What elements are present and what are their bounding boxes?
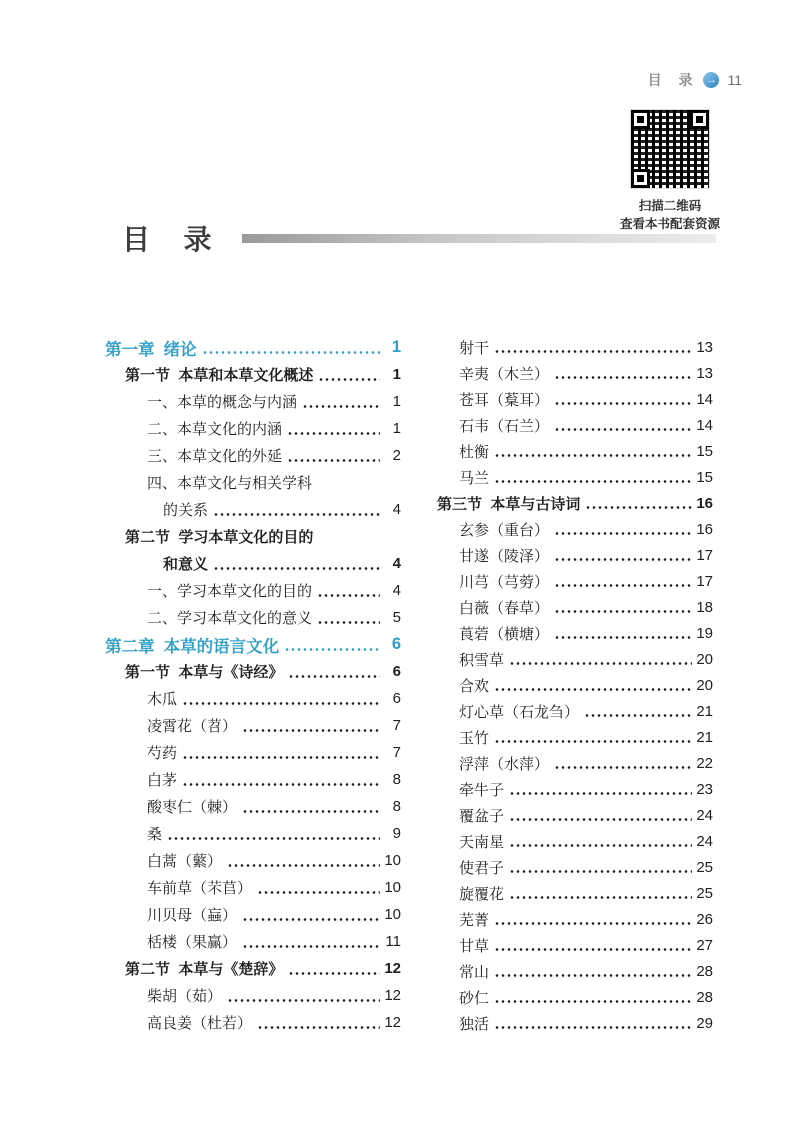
toc-leader-dots xyxy=(242,729,380,732)
toc-leader-dots xyxy=(284,648,380,651)
toc-entry-page: 13 xyxy=(696,338,713,356)
toc-entry-label: 高良姜（杜若） xyxy=(147,1015,253,1032)
toc-entry-label: 独活 xyxy=(459,1015,490,1033)
toc-entry-label: 的关系 xyxy=(163,502,209,519)
toc-entry xyxy=(417,334,713,360)
toc-entry-label: 车前草（芣苢） xyxy=(147,880,253,897)
toc-entry-label: 四、本草文化与相关学科 xyxy=(147,475,313,492)
toc-entry-label: 天南星 xyxy=(459,833,505,851)
toc-leader-dots xyxy=(227,864,380,867)
toc-entry xyxy=(417,802,713,828)
toc-entry-page: 7 xyxy=(392,717,401,734)
toc-entry-page: 4 xyxy=(392,501,401,518)
toc-entry xyxy=(417,568,713,594)
toc-leader-dots xyxy=(494,740,692,743)
toc-leader-dots xyxy=(509,896,692,899)
toc-entry-label: 川贝母（蝱） xyxy=(147,907,238,924)
toc-entry-page: 10 xyxy=(384,879,401,896)
toc-entry-label: 第一章 绪论 xyxy=(105,340,197,359)
toc-entry xyxy=(417,880,713,906)
toc-entry xyxy=(105,739,401,766)
toc-entry-label: 一、学习本草文化的目的 xyxy=(147,583,313,600)
toc-leader-dots xyxy=(554,376,692,379)
toc-entry-label: 白薇（春草） xyxy=(459,599,550,617)
toc-leader-dots xyxy=(509,844,692,847)
toc-entry-label: 甘遂（陵泽） xyxy=(459,547,550,565)
toc-entry xyxy=(417,646,713,672)
toc-leader-dots xyxy=(509,792,692,795)
toc-leader-dots xyxy=(494,454,692,457)
toc-entry xyxy=(105,901,401,928)
toc-entry-page: 21 xyxy=(696,728,713,746)
toc-leader-dots xyxy=(554,558,692,561)
toc-entry-page: 1 xyxy=(392,366,401,383)
toc-leader-dots xyxy=(494,688,692,691)
toc-entry xyxy=(105,847,401,874)
toc-entry-page: 15 xyxy=(696,468,713,486)
toc-entry-label: 浮萍（水萍） xyxy=(459,755,550,773)
toc-leader-dots xyxy=(287,432,380,435)
toc-entry-page: 24 xyxy=(696,832,713,850)
toc-leader-dots xyxy=(585,506,692,509)
toc-entry xyxy=(417,854,713,880)
toc-entry-label: 白蒿（蘩） xyxy=(147,853,223,870)
toc-entry xyxy=(105,820,401,847)
page-title: 目 录 xyxy=(122,224,218,255)
toc-entry-page: 14 xyxy=(696,416,713,434)
toc-entry-page: 1 xyxy=(391,338,401,356)
toc-entry-label: 石韦（石兰） xyxy=(459,417,550,435)
toc-entry-page: 12 xyxy=(384,1014,401,1031)
toc-leader-dots xyxy=(494,1000,692,1003)
toc-entry-page: 28 xyxy=(696,988,713,1006)
toc-entry xyxy=(417,672,713,698)
toc-entry-label: 桑 xyxy=(147,826,163,843)
toc-entry-label: 凌霄花（苕） xyxy=(147,718,238,735)
toc-entry-label: 玄参（重台） xyxy=(459,521,550,539)
toc-leader-dots xyxy=(317,594,380,597)
toc-entry-label: 合欢 xyxy=(459,677,490,695)
toc-entry-label: 三、本草文化的外延 xyxy=(147,448,283,465)
toc-entry xyxy=(105,712,401,739)
toc-entry xyxy=(105,685,401,712)
toc-entry xyxy=(417,828,713,854)
toc-entry-page: 1 xyxy=(392,393,401,410)
toc-entry-page: 15 xyxy=(696,442,713,460)
toc-entry-page: 8 xyxy=(392,771,401,788)
toc-entry-page: 12 xyxy=(384,987,401,1004)
toc-entry xyxy=(105,388,401,415)
toc-entry xyxy=(417,750,713,776)
toc-entry-label: 常山 xyxy=(459,963,490,981)
toc-leader-dots xyxy=(182,783,380,786)
toc-entry-page: 13 xyxy=(696,364,713,382)
toc-entry xyxy=(105,874,401,901)
toc-entry xyxy=(417,958,713,984)
toc-leader-dots xyxy=(227,999,380,1002)
toc-entry xyxy=(417,698,713,724)
toc-entry-label: 栝楼（果赢） xyxy=(147,934,238,951)
toc-entry-page: 22 xyxy=(696,754,713,772)
toc-leader-dots xyxy=(317,621,380,624)
toc-leader-dots xyxy=(242,918,380,921)
toc-entry-label: 莨菪（横塘） xyxy=(459,625,550,643)
toc-entry-label: 第二章 本草的语言文化 xyxy=(105,637,280,656)
toc-entry-page: 10 xyxy=(384,852,401,869)
toc-entry xyxy=(105,334,401,361)
toc-entry-page: 1 xyxy=(392,420,401,437)
toc-entry-label: 砂仁 xyxy=(459,989,490,1007)
toc-entry-label: 灯心草（石龙刍） xyxy=(459,703,580,721)
toc-entry xyxy=(105,550,401,577)
toc-leader-dots xyxy=(182,702,380,705)
toc-entry-page: 10 xyxy=(384,906,401,923)
toc-entry-page: 23 xyxy=(696,780,713,798)
toc-entry xyxy=(105,442,401,469)
toc-leader-dots xyxy=(554,428,692,431)
toc-entry-page: 4 xyxy=(392,555,401,572)
toc-leader-dots xyxy=(302,405,380,408)
toc-entry xyxy=(417,984,713,1010)
toc-leader-dots xyxy=(242,810,380,813)
toc-entry-label: 二、学习本草文化的意义 xyxy=(147,610,313,627)
toc-leader-dots xyxy=(584,714,692,717)
running-header xyxy=(600,70,742,90)
toc-entry xyxy=(105,631,401,658)
toc-entry-page: 29 xyxy=(696,1014,713,1032)
toc-entry xyxy=(417,932,713,958)
toc-leader-dots xyxy=(509,662,692,665)
toc-entry xyxy=(417,386,713,412)
toc-leader-dots xyxy=(494,922,692,925)
toc-entry xyxy=(105,361,401,388)
running-header-title: 目 录 xyxy=(647,72,696,88)
toc-entry-page: 9 xyxy=(392,825,401,842)
toc-entry-page: 25 xyxy=(696,884,713,902)
qr-finder-icon xyxy=(690,110,709,129)
qr-caption-line2: 查看本书配套资源 xyxy=(619,217,720,231)
toc-entry-label: 第一节 本草与《诗经》 xyxy=(125,664,284,681)
toc-entry xyxy=(417,412,713,438)
toc-entry-label: 使君子 xyxy=(459,859,505,877)
toc-column-right xyxy=(417,334,713,1036)
toc-entry xyxy=(417,594,713,620)
toc-entry-label: 马兰 xyxy=(459,469,490,487)
toc-entry-label: 苍耳（葈耳） xyxy=(459,391,550,409)
toc-entry-page: 24 xyxy=(696,806,713,824)
qr-block xyxy=(606,110,734,233)
toc-entry-label: 甘草 xyxy=(459,937,490,955)
toc-leader-dots xyxy=(554,532,692,535)
toc-entry xyxy=(105,766,401,793)
toc-entry-label: 川芎（芎䓖） xyxy=(459,573,550,591)
toc-leader-dots xyxy=(554,636,692,639)
toc-entry-label: 覆盆子 xyxy=(459,807,505,825)
toc-entry xyxy=(417,516,713,542)
toc-entry xyxy=(417,490,713,516)
toc-entry xyxy=(105,496,401,523)
toc-entry-page: 27 xyxy=(696,936,713,954)
toc-leader-dots xyxy=(554,402,692,405)
toc-entry xyxy=(417,360,713,386)
toc-leader-dots xyxy=(257,1026,380,1029)
toc-leader-dots xyxy=(242,945,380,948)
toc-leader-dots xyxy=(509,870,692,873)
qr-finder-icon xyxy=(631,169,650,188)
toc-entry-page: 17 xyxy=(696,572,713,590)
toc-entry-label: 一、本草的概念与内涵 xyxy=(147,394,298,411)
toc-entry-label: 芍药 xyxy=(147,745,178,762)
running-header-page-number: 11 xyxy=(727,72,742,88)
toc-entry xyxy=(417,906,713,932)
toc-entry-label: 玉竹 xyxy=(459,729,490,747)
toc-entry-page: 7 xyxy=(392,744,401,761)
toc-entry-label: 旋覆花 xyxy=(459,885,505,903)
title-row xyxy=(122,218,716,258)
toc-entry-page: 20 xyxy=(696,676,713,694)
toc-entry-page: 2 xyxy=(392,447,401,464)
toc-column-left xyxy=(105,334,401,1036)
toc-leader-dots xyxy=(509,818,692,821)
toc-entry xyxy=(417,620,713,646)
toc-entry xyxy=(417,464,713,490)
toc-leader-dots xyxy=(182,756,380,759)
toc-leader-dots xyxy=(288,972,380,975)
toc-entry-page: 18 xyxy=(696,598,713,616)
toc-entry-page: 25 xyxy=(696,858,713,876)
arrow-icon: → xyxy=(703,72,719,88)
toc-leader-dots xyxy=(213,513,380,516)
toc-leader-dots xyxy=(494,1026,692,1029)
toc-entry-page: 21 xyxy=(696,702,713,720)
toc-leader-dots xyxy=(287,459,380,462)
toc-entry xyxy=(105,658,401,685)
qr-code xyxy=(631,110,709,188)
toc-entry xyxy=(105,982,401,1009)
toc-leader-dots xyxy=(494,480,692,483)
toc-entry xyxy=(105,793,401,820)
toc-entry-label: 二、本草文化的内涵 xyxy=(147,421,283,438)
toc-entry-label: 酸枣仁（棘） xyxy=(147,799,238,816)
toc-entry-label: 射干 xyxy=(459,339,490,357)
toc-leader-dots xyxy=(167,837,380,840)
toc-entry-label: 第三节 本草与古诗词 xyxy=(437,495,581,513)
qr-caption-line1: 扫描二维码 xyxy=(638,199,702,213)
toc-entry-page: 17 xyxy=(696,546,713,564)
toc-leader-dots xyxy=(318,378,380,381)
toc-entry-label: 第二节 本草与《楚辞》 xyxy=(125,961,284,978)
toc-entry xyxy=(105,469,401,496)
toc-entry-page: 11 xyxy=(385,933,401,950)
toc-entry xyxy=(105,604,401,631)
toc-leader-dots xyxy=(554,610,692,613)
toc-entry xyxy=(105,1009,401,1036)
toc-entry-label: 第二节 学习本草文化的目的 xyxy=(125,529,314,546)
toc-leader-dots xyxy=(494,948,692,951)
toc-leader-dots xyxy=(494,974,692,977)
qr-finder-icon xyxy=(631,110,650,129)
toc-entry xyxy=(417,542,713,568)
toc-entry-page: 26 xyxy=(696,910,713,928)
toc-entry xyxy=(417,1010,713,1036)
toc-entry-page: 12 xyxy=(384,960,401,977)
toc-entry-page: 6 xyxy=(392,663,401,680)
toc-entry-label: 木瓜 xyxy=(147,691,178,708)
toc-entry-page: 5 xyxy=(392,609,401,626)
toc-entry-page: 19 xyxy=(696,624,713,642)
toc-entry xyxy=(417,724,713,750)
toc-entry-label: 第一节 本草和本草文化概述 xyxy=(125,367,314,384)
toc-entry xyxy=(105,955,401,982)
toc-leader-dots xyxy=(494,350,692,353)
toc-entry-page: 14 xyxy=(696,390,713,408)
toc-entry-page: 16 xyxy=(696,494,713,512)
toc-leader-dots xyxy=(213,567,380,570)
toc-entry-page: 8 xyxy=(392,798,401,815)
toc-entry-label: 芜菁 xyxy=(459,911,490,929)
toc-entry-page: 28 xyxy=(696,962,713,980)
toc-entry-page: 16 xyxy=(696,520,713,538)
toc-entry xyxy=(417,438,713,464)
toc-leader-dots xyxy=(288,675,380,678)
toc-entry-page: 6 xyxy=(391,635,401,653)
toc-leader-dots xyxy=(202,351,380,354)
toc-entry xyxy=(105,523,401,550)
title-rule xyxy=(242,234,716,243)
toc-entry-label: 杜衡 xyxy=(459,443,490,461)
toc-entry-label: 柴胡（茹） xyxy=(147,988,223,1005)
toc-entry xyxy=(105,928,401,955)
toc-entry-label: 和意义 xyxy=(163,556,209,573)
toc-entry-label: 积雪草 xyxy=(459,651,505,669)
toc-entry xyxy=(417,776,713,802)
toc-entry-page: 20 xyxy=(696,650,713,668)
toc-entry xyxy=(105,577,401,604)
toc-entry-page: 4 xyxy=(392,582,401,599)
toc-leader-dots xyxy=(554,766,692,769)
toc-leader-dots xyxy=(554,584,692,587)
toc-entry-label: 白茅 xyxy=(147,772,178,789)
toc-entry xyxy=(105,415,401,442)
toc-leader-dots xyxy=(257,891,380,894)
toc-entry-page: 6 xyxy=(392,690,401,707)
toc-entry-label: 牵牛子 xyxy=(459,781,505,799)
toc-entry-label: 辛夷（木兰） xyxy=(459,365,550,383)
